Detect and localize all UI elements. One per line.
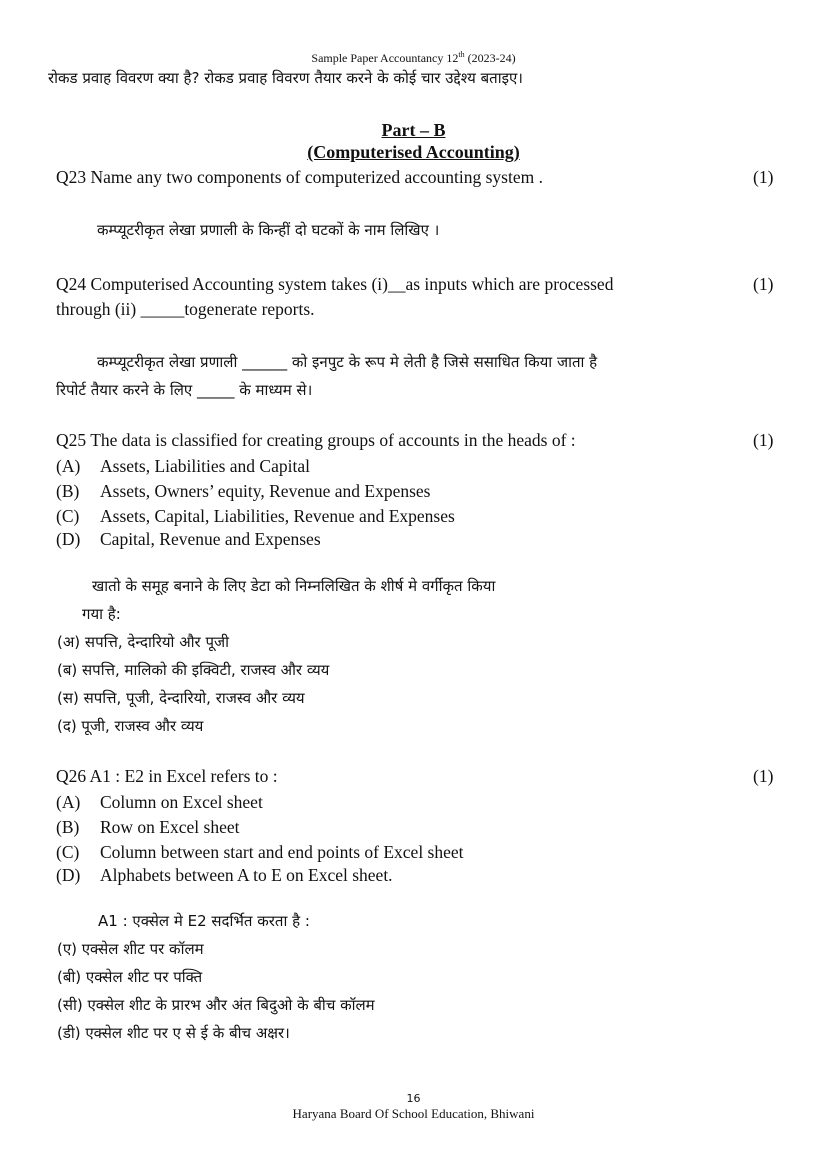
q24-hindi-1: कम्प्यूटरीकृत लेखा प्रणाली ______ को इनपुट के रूप मे लेती है जिसे ससाधित किया जाता है	[97, 353, 598, 371]
q26-hindi-option-c: (सी) एक्सेल शीट के प्रारभ और अंत बिदुओ के बीच कॉलम	[57, 996, 375, 1014]
q25-option-d: (D) Capital, Revenue and Expenses	[56, 529, 321, 549]
q26-text: Q26 A1 : E2 in Excel refers to :	[56, 766, 278, 786]
q23-marks: (1)	[753, 167, 774, 187]
q25-hindi-option-b: (ब) सपत्ति, मालिको की इक्विटी, राजस्व और व्यय	[57, 661, 330, 679]
q25-hindi-option-c: (स) सपत्ति, पूजी, देन्दारियो, राजस्व और व्यय	[57, 689, 305, 707]
page-footer: Haryana Board Of School Education, Bhiwani	[292, 1106, 535, 1121]
intro-hindi: रोकड प्रवाह विवरण क्या है? रोकड प्रवाह विवरण तैयार करने के कोई चार उद्देश्य बताइए।	[48, 69, 523, 87]
part-title: Part – B	[381, 120, 446, 140]
q25-hindi-1: खातो के समूह बनाने के लिए डेटा को निम्नलिखित के शीर्ष मे वर्गीकृत किया	[92, 577, 496, 595]
q26-hindi-option-b: (बी) एक्सेल शीट पर पक्ति	[57, 968, 203, 986]
q26-option-a: (A) Column on Excel sheet	[56, 792, 263, 812]
q26-option-c: (C) Column between start and end points of Excel sheet	[56, 842, 464, 862]
q25-option-b: (B) Assets, Owners’ equity, Revenue and Expenses	[56, 481, 431, 501]
q26-hindi-option-a: (ए) एक्सेल शीट पर कॉलम	[57, 940, 204, 958]
q25-option-a: (A) Assets, Liabilities and Capital	[56, 456, 310, 476]
page-header: Sample Paper Accountancy 12th (2023-24)	[311, 50, 516, 65]
q25-hindi-2: गया है:	[82, 605, 121, 623]
q24-hindi-2: रिपोर्ट तैयार करने के लिए _____ के माध्यम से।	[56, 381, 313, 399]
q24-line2: through (ii) _____togenerate reports.	[56, 299, 315, 319]
q26-hindi: A1 : एक्सेल मे E2 सदर्भित करता है :	[98, 912, 310, 930]
q26-option-b: (B) Row on Excel sheet	[56, 817, 240, 837]
q25-text: Q25 The data is classified for creating groups of accounts in the heads of :	[56, 430, 576, 450]
q26-marks: (1)	[753, 766, 774, 786]
q24-line1: Q24 Computerised Accounting system takes (i)__as inputs which are processed	[56, 274, 614, 294]
q23-text: Q23 Name any two components of computerized accounting system .	[56, 167, 543, 187]
page-number: 16	[406, 1092, 421, 1105]
q26-hindi-option-d: (डी) एक्सेल शीट पर ए से ई के बीच अक्षर।	[57, 1024, 290, 1042]
q26-option-d: (D) Alphabets between A to E on Excel sheet.	[56, 865, 393, 885]
q25-hindi-option-a: (अ) सपत्ति, देन्दारियो और पूजी	[57, 633, 229, 651]
q25-hindi-option-d: (द) पूजी, राजस्व और व्यय	[57, 717, 204, 735]
part-subtitle: (Computerised Accounting)	[307, 142, 520, 162]
q23-hindi: कम्प्यूटरीकृत लेखा प्रणाली के किन्हीं दो घटकों के नाम लिखिए ।	[97, 221, 440, 239]
q25-option-c: (C) Assets, Capital, Liabilities, Revenue and Expenses	[56, 506, 455, 526]
q24-marks: (1)	[753, 274, 774, 294]
q25-marks: (1)	[753, 430, 774, 450]
